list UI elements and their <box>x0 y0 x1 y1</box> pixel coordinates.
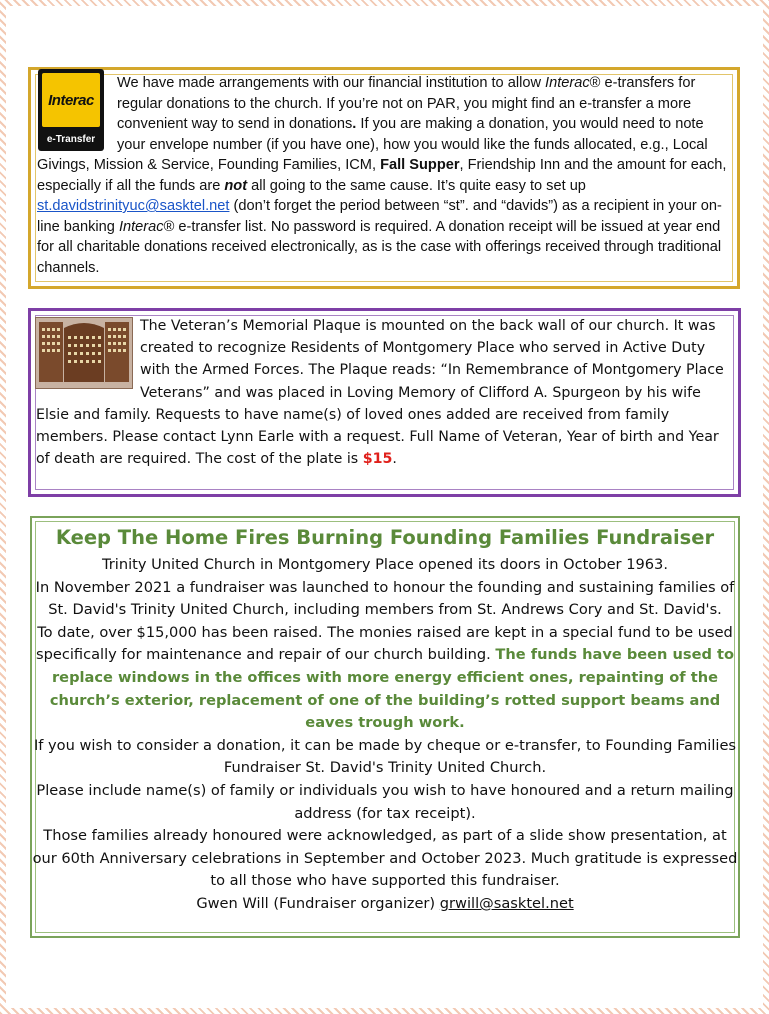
fundraiser-line-opened: Trinity United Church in Montgomery Place opened its doors in October 1963. <box>102 556 668 573</box>
fundraiser-line-donate: If you wish to consider a donation, it can be made by cheque or e-transfer, to Founding Families Fundraiser St. David's Trinity United Church. <box>33 736 737 777</box>
plate-price: $15 <box>362 451 393 468</box>
veteran-paragraph: The Veteran’s Memorial Plaque is mounted on the back wall of our church. It was created to recognize Residents of Montgomery Place who served in Active Duty with the Armed Forces. The Plaque reads: “In Remembrance of Montgomery Place Veterans” and was placed in Loving Memory of Clifford A. Spurgeon by his wife Elsie and family. Requests to have name(s) of loved ones added are received from family members. Please contact Lynn Earle with a request. Full Name of Veteran, Year of birth and Year of death are required. The cost of the plate is $15. <box>36 318 724 468</box>
fundraiser-line-raised: To date, over $15,000 has been raised. The monies raised are kept in a special fund to be used specifically for maintenance and repair of our church building. The funds have been used to replace windows in the offices with more energy efficient ones, repainting of the church’s exterior, replacement of one of the building’s rotted support beams and eaves trough work. <box>35 623 735 732</box>
veteran-section <box>28 308 741 497</box>
fundraiser-line-acknowledged: Those families already honoured were acknowledged, as part of a slide show presentation, at our 60th Anniversary celebrations in September and October 2023. Much gratitude is expressed to all those who have supported this fundraiser. <box>32 827 738 890</box>
fundraiser-line-launched: In November 2021 a fundraiser was launched to honour the founding and sustaining families of St. David's Trinity United Church, including members from St. Andrews Cory and St. David's. <box>35 578 735 619</box>
interac-paragraph: We have made arrangements with our financial institution to allow Interac® e-transfers for regular donations to the church. If you’re not on PAR, you might find an e-transfer a more convenient way to send in donations. If you are making a donation, you would need to note your envelope number (if you have one), how you would like the funds allocated, e.g., Local Givings, Mission & Service, Founding Families, ICM, Fall Supper, Friendship Inn and the amount for each, especially if all the funds are not all going to the same cause. It’s quite easy to set up st.davidstrinityuc@sasktel.net (don’t forget the period between “st”. and “davids”) as a recipient in your on-line banking Interac® e-transfer list. No password is required. A donation receipt will be issued at year end for all charitable donations received electronically, as is the case with offerings received through traditional channels. <box>37 75 727 276</box>
fundraiser-section <box>30 516 740 938</box>
fundraiser-content <box>32 522 738 916</box>
fundraiser-title: Keep The Home Fires Burning Founding Families Fundraiser <box>55 526 715 549</box>
organizer-email-link[interactable]: grwill@sasktel.net <box>439 894 574 912</box>
fundraiser-line-include: Please include name(s) of family or individuals you wish to have honoured and a return mailing address (for tax receipt). <box>36 781 734 822</box>
interac-section <box>28 67 740 289</box>
church-email-link[interactable]: st.davidstrinityuc@sasktel.net <box>37 198 230 214</box>
interac-logo-word: Interac <box>48 91 94 109</box>
fundraiser-funds-used: The funds have been used to replace windows in the offices with more energy efficient ones, repainting of the church’s exterior, replacement of one of the building’s rotted support beams and eaves trough work. <box>49 646 735 732</box>
fundraiser-organizer: Gwen Will (Fundraiser organizer) grwill@sasktel.net <box>196 894 574 912</box>
interac-logo-subtitle: e-Transfer <box>46 134 96 145</box>
